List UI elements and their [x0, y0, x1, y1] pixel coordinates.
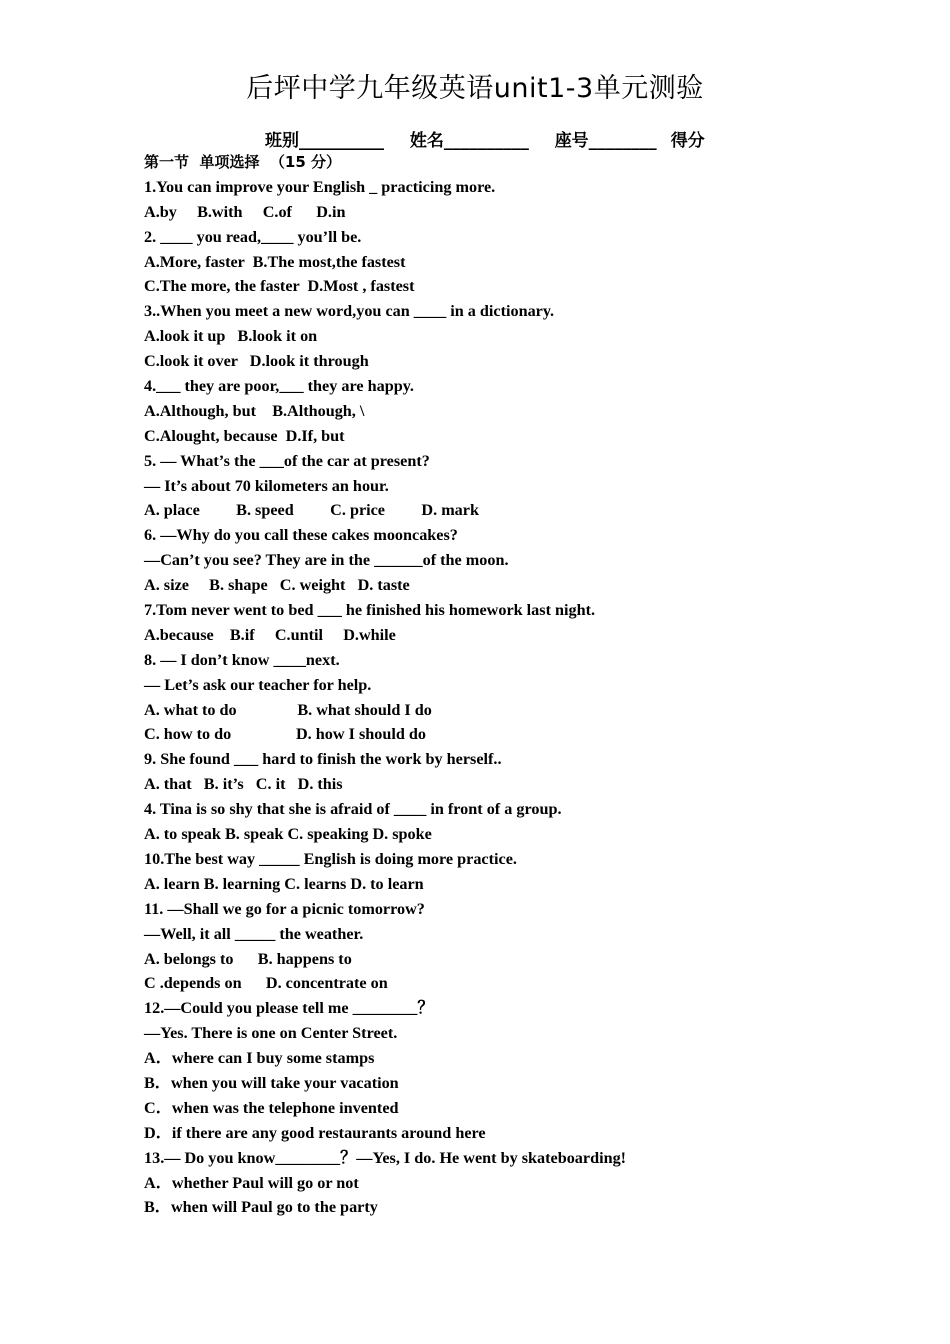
question-line: A. to speak B. speak C. speaking D. spoke [144, 825, 432, 844]
question-line: A.because B.if C.until D.while [144, 625, 396, 644]
name-field[interactable]: 姓名__________ [409, 131, 529, 151]
section-heading: 第一节 单项选择 （15 分） [144, 153, 341, 171]
question-line: 9. She found ___ hard to finish the work by herself.. [144, 750, 502, 769]
question-line: A.by B.with C.of D.in [144, 202, 346, 221]
seat-field[interactable]: 座号________ [554, 131, 657, 151]
question-line: 8. — I don’t know ____next. [144, 650, 340, 669]
question-line: D．if there are any good restaurants around here [144, 1123, 486, 1142]
question-line: C .depends on D. concentrate on [144, 974, 388, 993]
question-line: A. belongs to B. happens to [144, 949, 352, 968]
question-line: B．when you will take your vacation [144, 1073, 399, 1092]
class-field[interactable]: 班别__________ [265, 131, 384, 151]
question-line: A. learn B. learning C. learns D. to learn [144, 874, 424, 893]
question-list [144, 175, 864, 1220]
question-line: A.Although, but B.Although, \ [144, 401, 365, 420]
question-line: — It’s about 70 kilometers an hour. [144, 476, 389, 495]
question-line: — Let’s ask our teacher for help. [144, 675, 372, 694]
question-line: C.Alought, because D.If, but [144, 426, 345, 445]
question-line: 2. ____ you read,____ you’ll be. [144, 227, 362, 246]
student-info-header [265, 126, 719, 151]
question-line: C．when was the telephone invented [144, 1098, 399, 1117]
question-line: C.look it over D.look it through [144, 352, 369, 371]
question-line: 13.— Do you know________？—Yes, I do. He went by skateboarding! [144, 1148, 627, 1167]
question-line: 5. — What’s the ___of the car at present? [144, 451, 430, 470]
question-line: 12.—Could you please tell me ________？ [144, 999, 434, 1018]
question-line: 7.Tom never went to bed ___ he finished his homework last night. [144, 601, 596, 620]
question-line: 6. —Why do you call these cakes mooncakes? [144, 526, 458, 545]
question-line: A. place B. speed C. price D. mark [144, 501, 479, 520]
question-line: 11. —Shall we go for a picnic tomorrow? [144, 899, 425, 918]
question-line: —Yes. There is one on Center Street. [144, 1024, 398, 1043]
question-line: B．when will Paul go to the party [144, 1198, 378, 1217]
exam-content [144, 150, 864, 1220]
question-line: A. what to do B. what should I do [144, 700, 432, 719]
question-line: 3..When you meet a new word,you can ____ in a dictionary. [144, 302, 555, 321]
question-line: A.look it up B.look it on [144, 327, 318, 346]
question-line: A. size B. shape C. weight D. taste [144, 576, 410, 595]
question-line: A.More, faster B.The most,the fastest [144, 252, 406, 271]
question-line: A．where can I buy some stamps [144, 1049, 375, 1068]
question-line: —Well, it all _____ the weather. [144, 924, 364, 943]
question-line: 10.The best way _____ English is doing more practice. [144, 849, 517, 868]
question-line: C.The more, the faster D.Most , fastest [144, 277, 415, 296]
question-line: A．whether Paul will go or not [144, 1173, 359, 1192]
question-line: A. that B. it’s C. it D. this [144, 775, 343, 794]
score-field: 得分 [670, 131, 705, 151]
question-line: —Can’t you see? They are in the ______of the moon. [144, 551, 509, 570]
question-line: C. how to do D. how I should do [144, 725, 427, 744]
page-title: 后坪中学九年级英语unit1-3单元测验 [246, 73, 704, 104]
question-line: 4.___ they are poor,___ they are happy. [144, 377, 414, 396]
question-line: 4. Tina is so shy that she is afraid of ____ in front of a group. [144, 800, 562, 819]
question-line: 1.You can improve your English _ practicing more. [144, 177, 496, 196]
